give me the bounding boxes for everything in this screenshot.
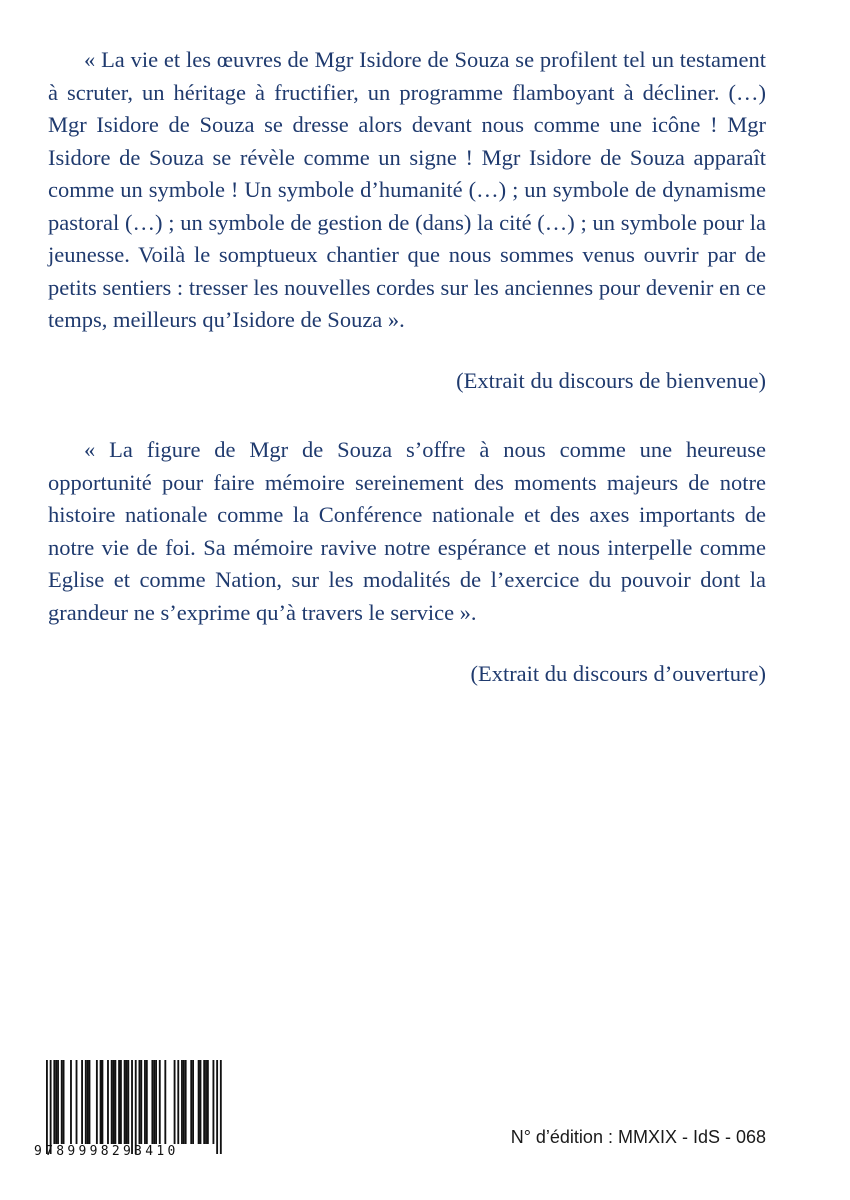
barcode-bar [53, 1060, 55, 1144]
barcode-bar [120, 1060, 122, 1144]
barcode-bar [87, 1060, 89, 1144]
barcode-bar [155, 1060, 157, 1144]
barcode-bar [181, 1060, 183, 1144]
barcode-bar [198, 1060, 200, 1144]
barcode-bar [164, 1060, 166, 1144]
barcode-bar [192, 1060, 194, 1144]
quote-opening-speech: « La figure de Mgr de Souza s’offre à nous comme une heureuse opportunité pour faire mémoire sereinement des moments majeurs de notre histoire nationale comme la Conférence nationale et des axes importants de notre vie de foi. Sa mémoire ravive notre espérance et nous interpelle comme Eglise et comme Nation, sur les modalités de l’exercice du pouvoir dont la grandeur ne s’exprime qu’à travers le service ». [48, 437, 766, 625]
barcode-bar [207, 1060, 209, 1144]
quote-opening-attribution: (Extrait du discours d’ouverture) [470, 661, 766, 686]
barcode-bar [183, 1060, 185, 1144]
barcode-bar [146, 1060, 148, 1144]
quote-welcome-attribution: (Extrait du discours de bienvenue) [456, 368, 766, 393]
barcode-bar [114, 1060, 116, 1144]
barcode-bar [100, 1060, 102, 1144]
barcode-bar [177, 1060, 179, 1144]
barcode-bar [76, 1060, 78, 1144]
barcode-bar [159, 1060, 161, 1144]
barcode-bar [57, 1060, 59, 1144]
barcode-bar [200, 1060, 202, 1144]
barcode-bar [46, 1060, 48, 1154]
barcode-bar [203, 1060, 205, 1144]
barcode-bar [127, 1060, 129, 1144]
barcode-bar [185, 1060, 187, 1144]
barcode-bar [118, 1060, 120, 1144]
barcode-bar [107, 1060, 109, 1144]
barcode-bar [50, 1060, 52, 1154]
barcode-bar [220, 1060, 222, 1154]
barcode-bar [139, 1060, 141, 1144]
barcode-bar [174, 1060, 176, 1144]
barcode-bar [126, 1060, 128, 1144]
barcode-bar [85, 1060, 87, 1144]
barcode-bar [153, 1060, 155, 1144]
barcode-bar [70, 1060, 72, 1144]
barcode-bar [190, 1060, 192, 1144]
barcode-bar [135, 1060, 137, 1154]
barcode-bar [216, 1060, 218, 1154]
barcode-bar [96, 1060, 98, 1144]
barcode-bar [102, 1060, 104, 1144]
barcode-bar [111, 1060, 113, 1144]
barcode-bar [61, 1060, 63, 1144]
barcode-bar [205, 1060, 207, 1144]
barcode-bar [81, 1060, 83, 1144]
quote-welcome-speech: « La vie et les œuvres de Mgr Isidore de Souza se profilent tel un testament à scruter, un héritage à fructifier, un programme flamboyant à décliner. (…) Mgr Isidore de Souza se dresse alors devant nous comme une icône ! Mgr Isidore de Souza se révèle comme un signe ! Mgr Isidore de Souza apparaît comme un symbole ! Un symbole d’humanité (…) ; un symbole de dynamisme pastoral (…) ; un symbole de gestion de (dans) la cité (…) ; un symbole pour la jeunesse. Voilà le somptueux chantier que nous sommes venus ouvrir par de petits sentiers : tresser les nouvelles cordes sur les anciennes pour devenir en ce temps, meilleurs qu’Isidore de Souza ». [48, 47, 766, 332]
barcode-bar [151, 1060, 153, 1144]
barcode-bar [89, 1060, 91, 1144]
barcode-digits: 9789998293410 [34, 1144, 179, 1159]
barcode-bar [63, 1060, 65, 1144]
barcode-bar [124, 1060, 126, 1144]
barcode-bar [213, 1060, 215, 1144]
barcode-bar [55, 1060, 57, 1144]
barcode-bar [144, 1060, 146, 1144]
barcode-bar [131, 1060, 133, 1154]
isbn-barcode [34, 1058, 230, 1162]
edition-number: N° d’édition : MMXIX - IdS - 068 [510, 1127, 766, 1147]
barcode-bar [140, 1060, 142, 1144]
barcode-bar [113, 1060, 115, 1144]
